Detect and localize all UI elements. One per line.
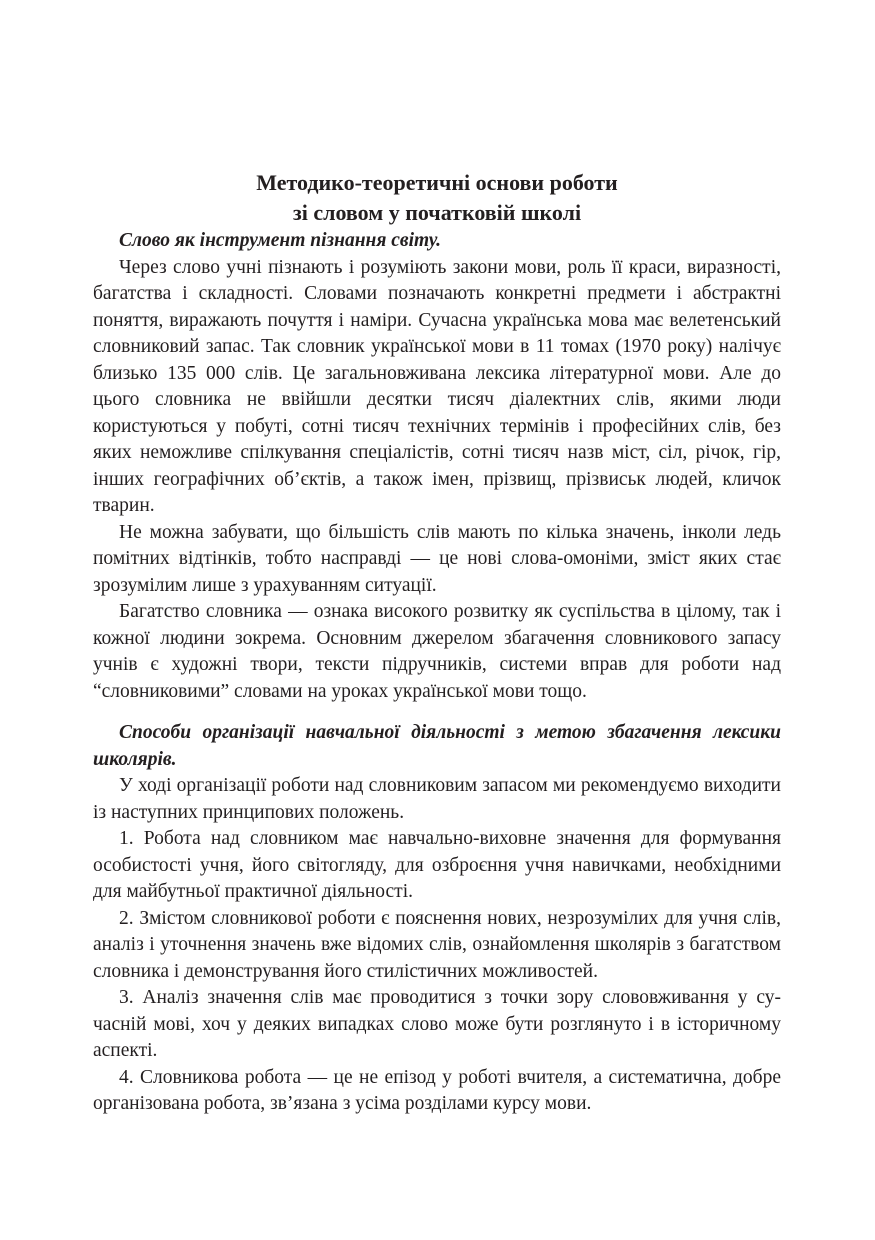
document-page [93, 168, 781, 1118]
principle-item-3: 3. Аналіз значення слів має проводитися з точки зору слововживання у сучасній мові, хоч у деяких випадках слово може бути розглянуто і в історичному аспекті. [93, 987, 781, 1061]
title-line-1: Методико-теоретичні основи роботи [256, 170, 618, 195]
paragraph: Через слово учні пізнають і розуміють закони мови, роль її краси, виразності, багатства і складності. Словами позначають конкретні предмети і абстрактні поняття, виражають почуття і наміри. Сучасна українська мова має велетенський словниковий запас. Так словник української мови в 11 томах (1970 року) налічує близько 135 000 слів. Це загальновживана лексика літературної мови. Але до цього словника не ввійшли десятки тисяч діалектних слів, якими люди користуються у побуті, сотні тисяч технічних термінів і професійних слів, без яких неможливе спілкування спеціалістів, сотні тисяч назв міст, сіл, річок, гір, інших географічних об’єктів, а також імен, прізвищ, прізвиськ людей, кличок тварин. [93, 256, 781, 516]
principle-item-2: 2. Змістом словникової роботи є пояснення нових, незрозумілих для учня слів, аналіз і уточнення значень вже відомих слів, ознайомлення школярів з багатством словника і демонстрування його стилістичних можливостей. [93, 907, 781, 982]
section-heading-word-as-tool: Слово як інструмент пізнання світу. [119, 230, 442, 251]
paragraph: Багатство словника — ознака високого розвитку як суспільства в цілому, так і кожної людини зокрема. Основним джерелом збагачення словникового запасу учнів є художні твори, тексти підручників, системи вправ для роботи над “словниковими” словами на уроках української мови тощо. [93, 601, 781, 702]
principle-item-1: 1. Робота над словником має навчально-виховне значення для формування особистості учня, його світогляду, для озброєння учня навичками, необхідними для майбутньої практичної діяльності. [93, 828, 781, 902]
page-title [93, 168, 781, 228]
principle-item-4: 4. Словникова робота — це не епізод у роботі вчителя, а систематична, добре організована робота, зв’язана з усіма розділами курсу мови. [93, 1066, 781, 1114]
paragraph: Не можна забувати, що більшість слів мають по кілька значень, інколи ледь помітних відтінків, тобто насправді — це нові слова-омоніми, зміст яких стає зрозумілим лише з урахуванням ситуації. [93, 521, 781, 596]
title-line-2: зі словом у початковій школі [292, 200, 582, 225]
paragraph: У ході організації роботи над словниковим запасом ми рекомендуємо виходити із наступних принципових положень. [93, 775, 781, 823]
section-heading-organization-methods: Способи організації навчальної діяльності з метою збагачення лексики школярів. [93, 722, 781, 770]
